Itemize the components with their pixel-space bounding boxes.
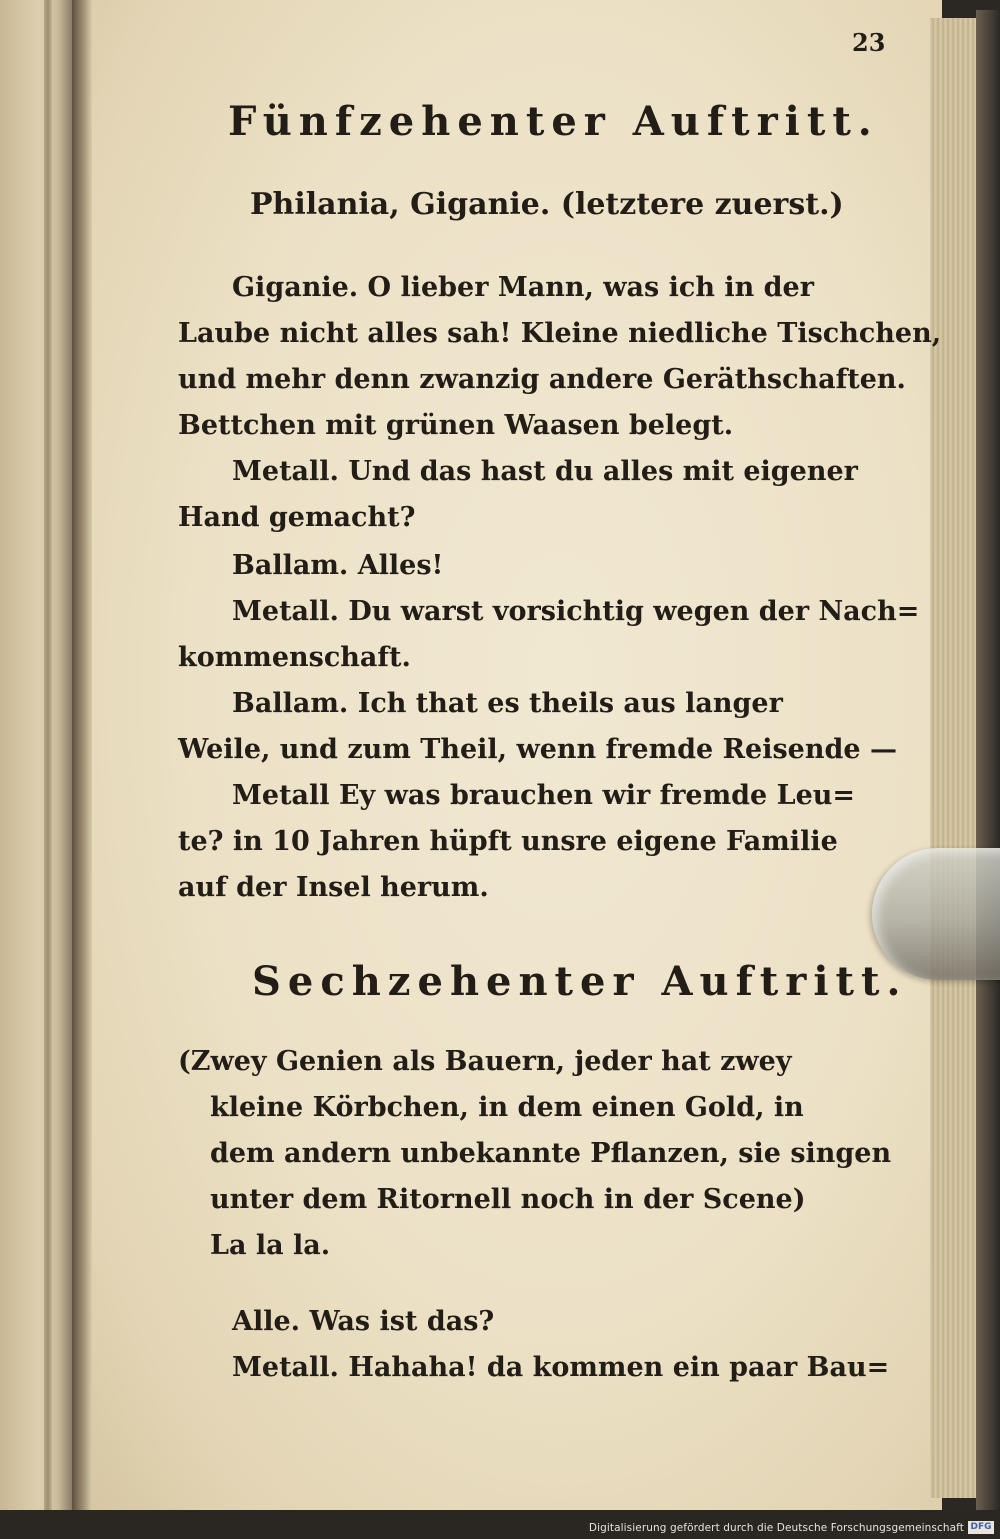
scene-16-heading: Sechzehenter Auftritt. bbox=[252, 958, 908, 1005]
scene-15-line: Weile, und zum Theil, wenn fremde Reisende — bbox=[178, 734, 897, 765]
scene-16-line: Alle. Was ist das? bbox=[232, 1306, 495, 1337]
scene-15-line: Ballam. Ich that es theils aus langer bbox=[232, 688, 783, 719]
scene-15-line: Laube nicht alles sah! Kleine niedliche Tischchen, bbox=[178, 318, 942, 349]
scene-15-line: te? in 10 Jahren hüpft unsre eigene Familie bbox=[178, 826, 838, 857]
scene-15-line: Bettchen mit grünen Waasen belegt. bbox=[178, 410, 734, 441]
scene-15-line: und mehr denn zwanzig andere Geräthschaften. bbox=[178, 364, 906, 395]
scene-15-line: Metall. Und das hast du alles mit eigener bbox=[232, 456, 858, 487]
scene-16-line: unter dem Ritornell noch in der Scene) bbox=[210, 1184, 806, 1215]
scene-15-heading: Fünfzehenter Auftritt. bbox=[228, 98, 879, 145]
scene-15-line: Metall. Du warst vorsichtig wegen der Nach= bbox=[232, 596, 920, 627]
scene-16-line: Metall. Hahaha! da kommen ein paar Bau= bbox=[232, 1352, 890, 1383]
scene-15-line: Giganie. O lieber Mann, was ich in der bbox=[232, 272, 814, 303]
scene-15-line: kommenschaft. bbox=[178, 642, 411, 673]
dfg-logo: DFG bbox=[968, 1521, 994, 1534]
scene-16-line: kleine Körbchen, in dem einen Gold, in bbox=[210, 1092, 804, 1123]
page-number: 23 bbox=[852, 28, 886, 57]
scene-15-line: Hand gemacht? bbox=[178, 502, 416, 533]
funding-credit: Digitalisierung gefördert durch die Deutsche Forschungsgemeinschaft bbox=[588, 1522, 964, 1534]
scene-15-line: Ballam. Alles! bbox=[232, 550, 444, 581]
scene-15-line: Metall Ey was brauchen wir fremde Leu= bbox=[232, 780, 856, 811]
scene-16-line: La la la. bbox=[210, 1230, 331, 1261]
scene-16-line: (Zwey Genien als Bauern, jeder hat zwey bbox=[178, 1046, 792, 1077]
scene-15-cast: Philania, Giganie. (letztere zuerst.) bbox=[250, 187, 844, 222]
scene-15-line: auf der Insel herum. bbox=[178, 872, 489, 903]
scene-16-line: dem andern unbekannte Pflanzen, sie singen bbox=[210, 1138, 892, 1169]
